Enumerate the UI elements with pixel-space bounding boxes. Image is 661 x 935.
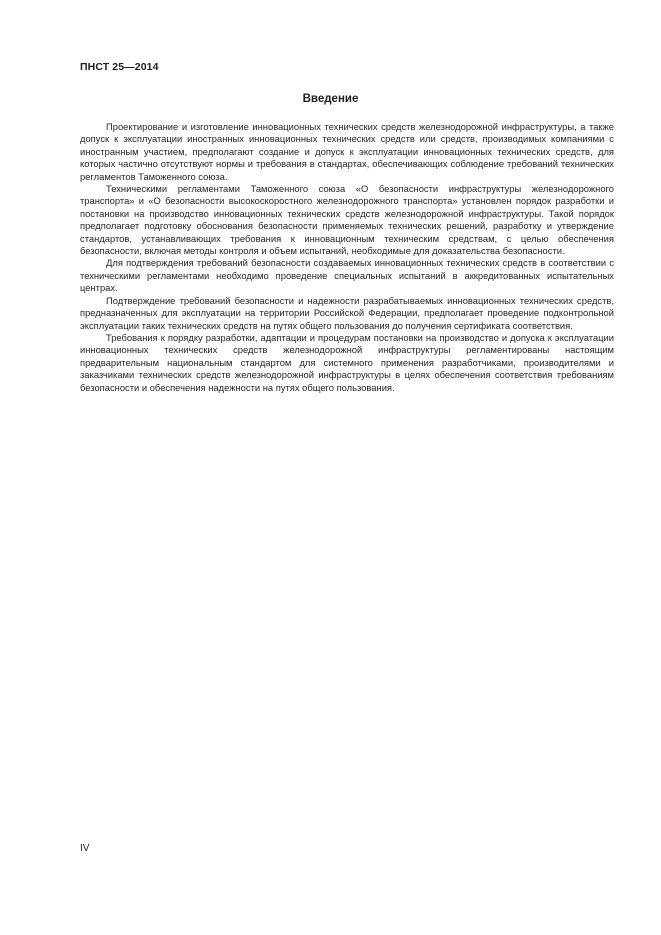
- section-title: Введение: [302, 93, 359, 105]
- paragraph: Техническими регламентами Таможенного союза «О безопасности инфраструктуры железнодорожного транспорта» и «О безопасности высокоскоростного железнодорожного транспорта» установлен порядок разработки и постановки на производство инновационных технических средств железнодорожной инфраструктуры. Такой порядок предполагает подготовку обоснования безопасности применяемых технических решений, разработку и утверждение стандартов, устанавливающих требования к инновационным техническим средствам, с целью обеспечения безопасности, включая методы контроля и объем испытаний, необходимые для доказательства безопасности.: [80, 183, 614, 257]
- body-text: [80, 121, 614, 394]
- page-number: IV: [80, 843, 90, 854]
- paragraph: Подтверждение требований безопасности и надежности разрабатываемых инновационных технических средств, предназначенных для эксплуатации на территории Российской Федерации, предполагает проведение подконтрольной эксплуатации таких технических средств на путях общего пользования до получения сертификата соответствия.: [80, 294, 614, 331]
- paragraph: Для подтверждения требований безопасности создаваемых инновационных технических средств в соответствии с техническими регламентами необходимо проведение специальных испытаний в аккредитованных испытательных центрах.: [80, 257, 614, 294]
- paragraph: Проектирование и изготовление инновационных технических средств железнодорожной инфраструктуры, а также допуск к эксплуатации иностранных инновационных технических средств или средств, производимых компаниями с иностранным участием, предполагают создание и допуск к эксплуатации инновационных технических средств, для которых частично отсутствуют нормы и требования в стандартах, обеспечивающих соблюдение требований технических регламентов Таможенного союза.: [80, 121, 614, 182]
- paragraph: Требования к порядку разработки, адаптации и процедурам постановки на производство и допуска к эксплуатации инновационных технических средств железнодорожной инфраструктуры регламентированы настоящим предварительным национальным стандартом для системного применения разработчиками, производителями и заказчиками технических средств железнодорожной инфраструктуры в целях обеспечения соответствия требованиям безопасности и обеспечения надежности на путях общего пользования.: [80, 331, 614, 393]
- standard-id: ПНСТ 25—2014: [80, 61, 159, 73]
